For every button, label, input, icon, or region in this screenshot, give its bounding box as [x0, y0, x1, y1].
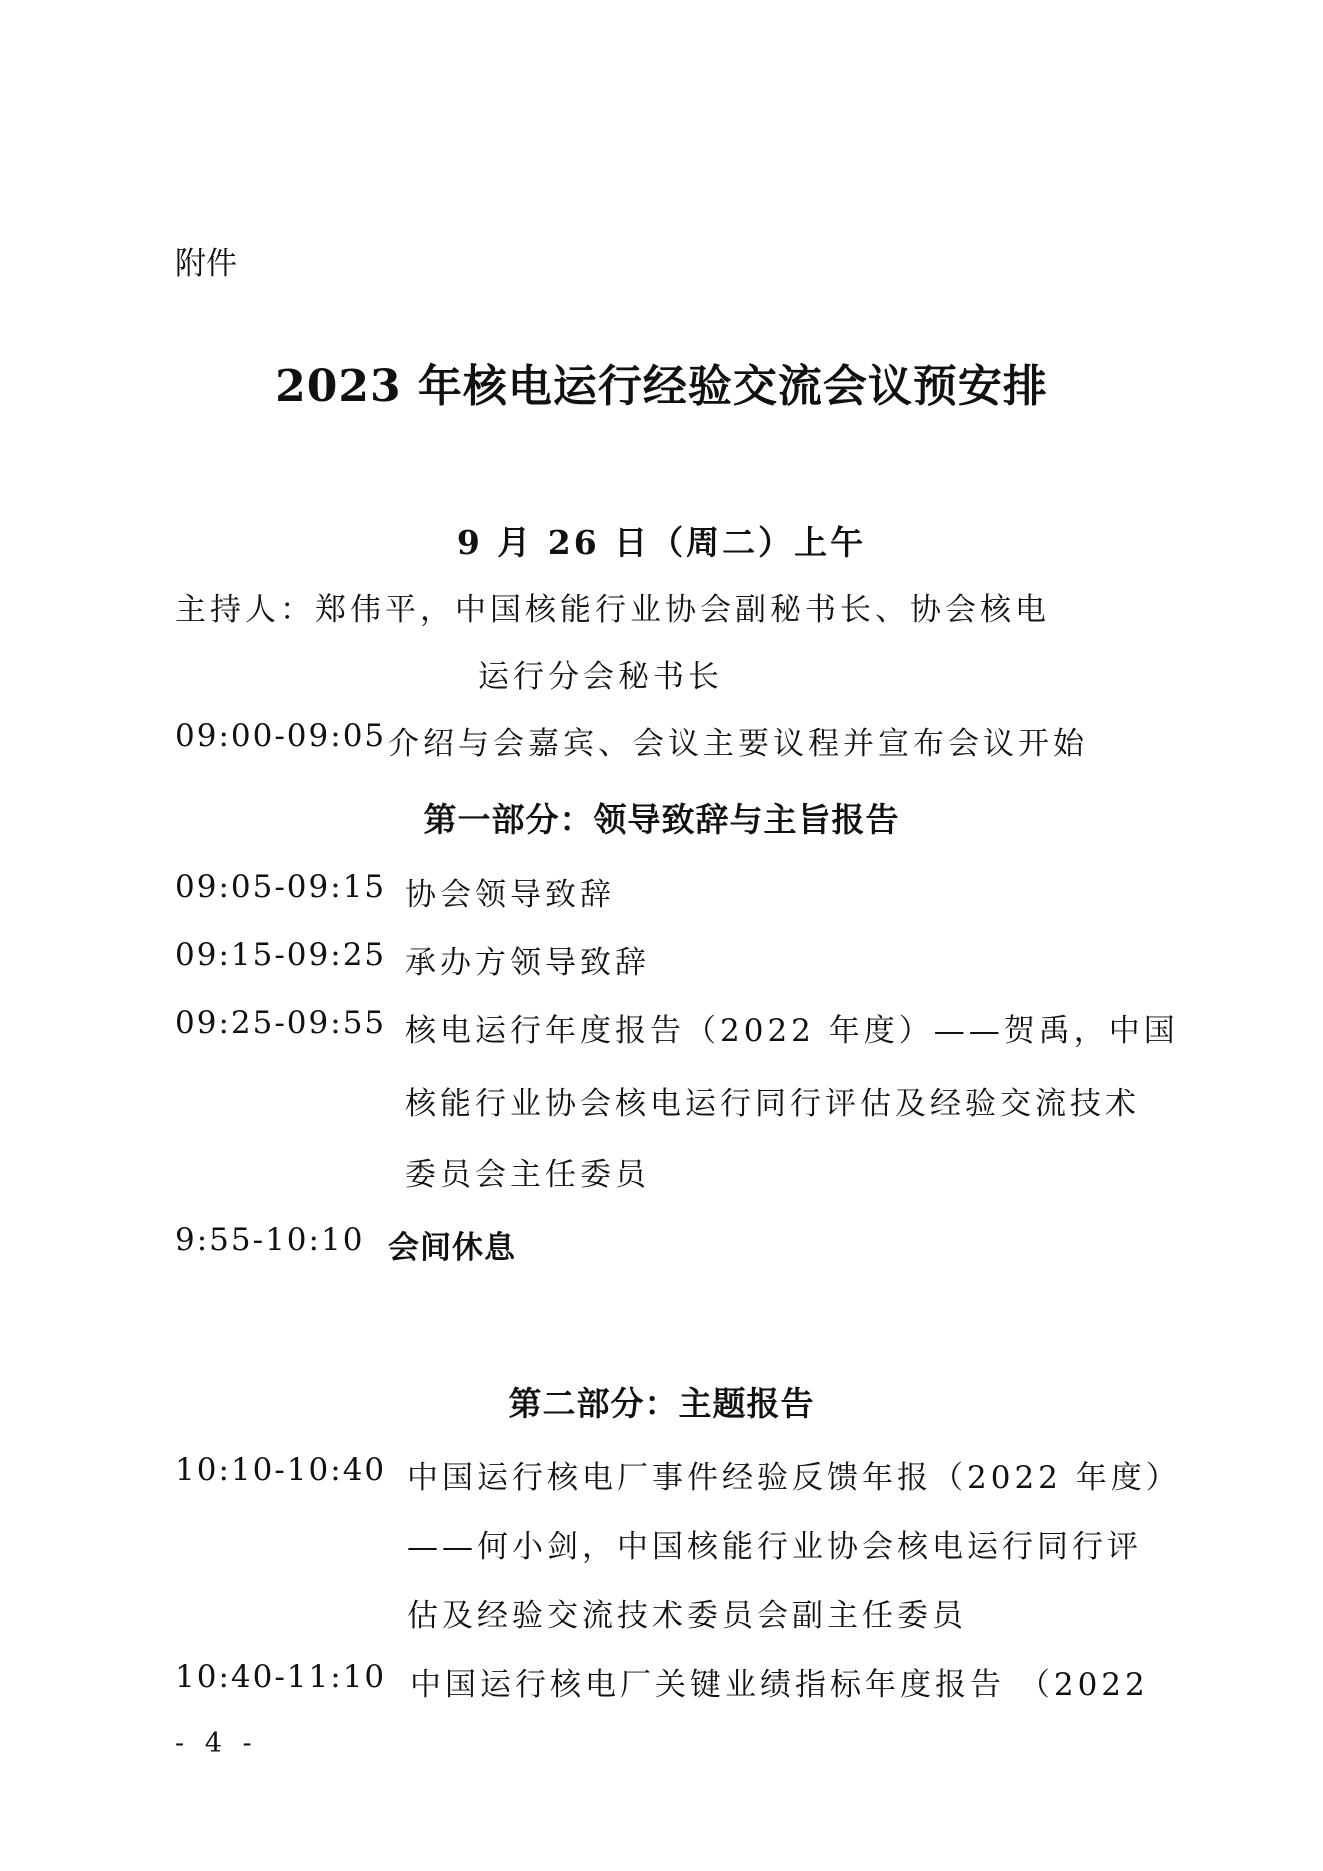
agenda-item: 中国运行核电厂事件经验反馈年报（2022 年度） — [407, 1460, 1181, 1496]
agenda-time: 10:10-10:40 — [175, 1452, 387, 1488]
agenda-item-continued: 委员会主任委员 — [405, 1157, 650, 1193]
session-date: 9 月 26 日（周二）上午 — [456, 523, 867, 562]
agenda-item: 核电运行年度报告（2022 年度）——贺禹，中国 — [405, 1013, 1179, 1049]
agenda-item: 协会领导致辞 — [405, 877, 615, 913]
agenda-time: 09:25-09:55 — [175, 1005, 387, 1041]
part1-heading: 第一部分：领导致辞与主旨报告 — [423, 800, 900, 839]
break-text: 会间休息 — [388, 1230, 516, 1266]
host-line: 主持人：郑伟平，中国核能行业协会副秘书长、协会核电 — [175, 592, 1050, 628]
intro-text: 介绍与会嘉宾、会议主要议程并宣布会议开始 — [388, 726, 1088, 762]
host-line-continued: 运行分会秘书长 — [478, 659, 723, 695]
agenda-item: 中国运行核电厂关键业绩指标年度报告 （2022 — [410, 1667, 1149, 1703]
intro-time: 09:00-09:05 — [175, 718, 387, 754]
page-number: - 4 - — [175, 1728, 258, 1759]
agenda-item-continued: 估及经验交流技术委员会副主任委员 — [407, 1598, 967, 1634]
agenda-time: 09:15-09:25 — [175, 937, 387, 973]
agenda-item-continued: 核能行业协会核电运行同行评估及经验交流技术 — [405, 1086, 1140, 1122]
agenda-item: 承办方领导致辞 — [405, 945, 650, 981]
agenda-item-continued: ——何小剑，中国核能行业协会核电运行同行评 — [407, 1529, 1142, 1565]
break-time: 9:55-10:10 — [175, 1222, 365, 1258]
part2-heading: 第二部分：主题报告 — [508, 1384, 815, 1423]
attachment-label: 附件 — [175, 246, 237, 282]
agenda-time: 09:05-09:15 — [175, 869, 387, 905]
document-title: 2023 年核电运行经验交流会议预安排 — [275, 361, 1048, 412]
agenda-time: 10:40-11:10 — [175, 1659, 387, 1695]
